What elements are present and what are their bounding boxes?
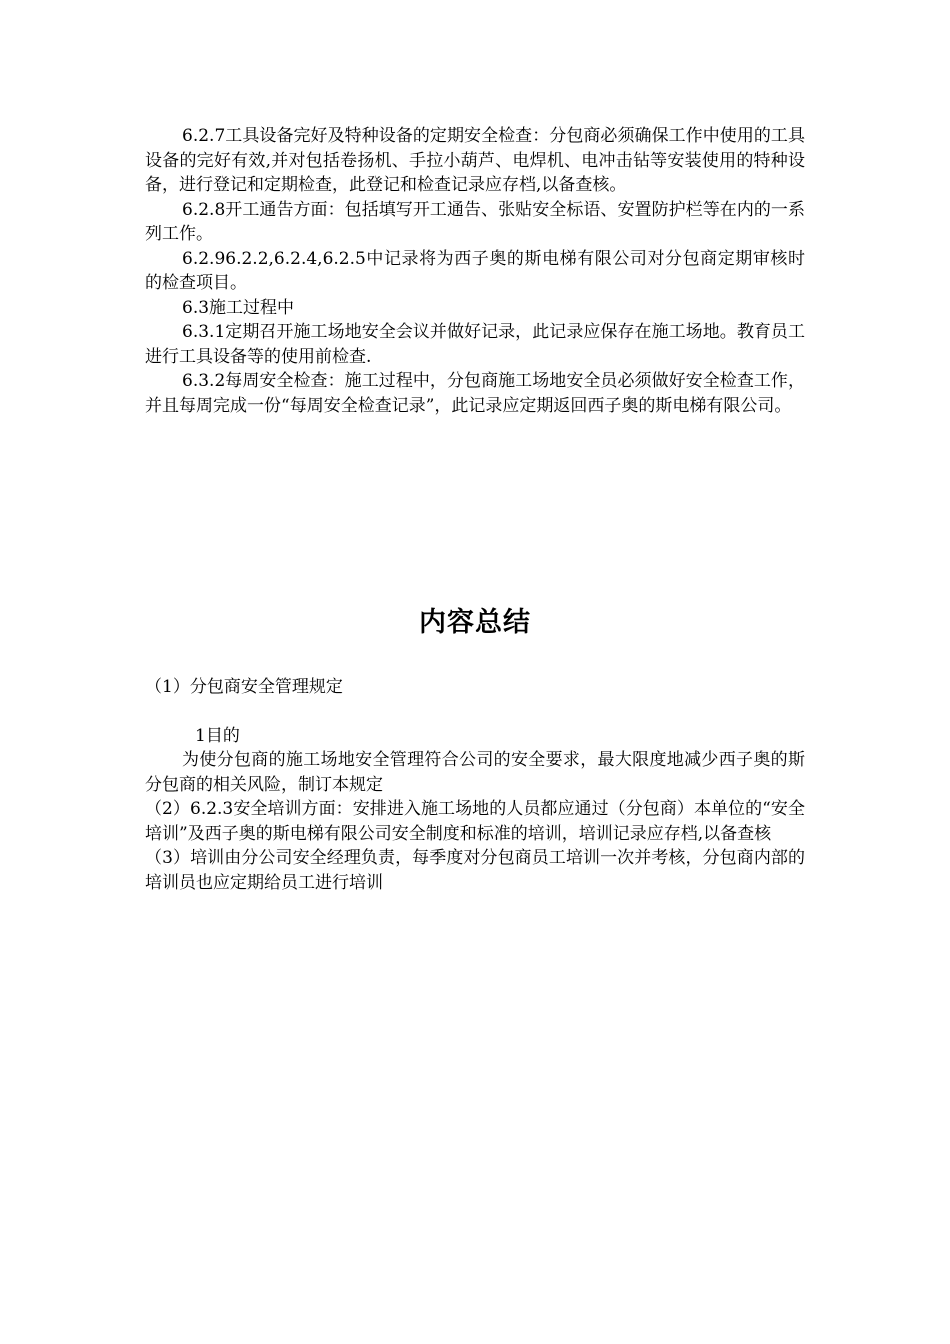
paragraph-6-2-9: 6.2.96.2.2,6.2.4,6.2.5中记录将为西子奥的斯电梯有限公司对分包商定期审核时的检查项目。 <box>145 248 805 293</box>
summary-item-3: （3）培训由分公司安全经理负责，每季度对分包商员工培训一次并考核，分包商内部的培训员也应定期给员工进行培训 <box>145 848 805 893</box>
paragraph-6-2-8: 6.2.8开工通告方面：包括填写开工通告、张贴安全标语、安置防护栏等在内的一系列工作。 <box>145 199 805 244</box>
content-summary <box>145 603 805 895</box>
summary-item-1-subtitle: 1目的 <box>195 725 240 746</box>
heading-6-3: 6.3施工过程中 <box>182 297 295 318</box>
document-body <box>145 124 805 418</box>
paragraph-6-3-1: 6.3.1定期召开施工场地安全会议并做好记录，此记录应保存在施工场地。教育员工进行工具设备等的使用前检查. <box>145 322 805 367</box>
summary-item-1: （1）分包商安全管理规定 <box>145 677 343 697</box>
summary-title: 内容总结 <box>419 607 531 638</box>
paragraph-6-2-7: 6.2.7工具设备完好及特种设备的定期安全检查：分包商必须确保工作中使用的工具设备的完好有效,并对包括卷扬机、手拉小葫芦、电焊机、电冲击钻等安装使用的特种设备，进行登记和定期检查，此登记和检查记录应存档,以备查核。 <box>145 126 805 195</box>
summary-item-2: （2）6.2.3安全培训方面：安排进入施工场地的人员都应通过（分包商）本单位的“安全培训”及西子奥的斯电梯有限公司安全制度和标准的培训，培训记录应存档,以备查核 <box>145 799 805 844</box>
paragraph-6-3-2: 6.3.2每周安全检查：施工过程中，分包商施工场地安全员必须做好安全检查工作，并且每周完成一份“每周安全检查记录”，此记录应定期返回西子奥的斯电梯有限公司。 <box>145 371 805 416</box>
summary-item-1-body: 为使分包商的施工场地安全管理符合公司的安全要求，最大限度地减少西子奥的斯分包商的相关风险，制订本规定 <box>145 750 805 795</box>
